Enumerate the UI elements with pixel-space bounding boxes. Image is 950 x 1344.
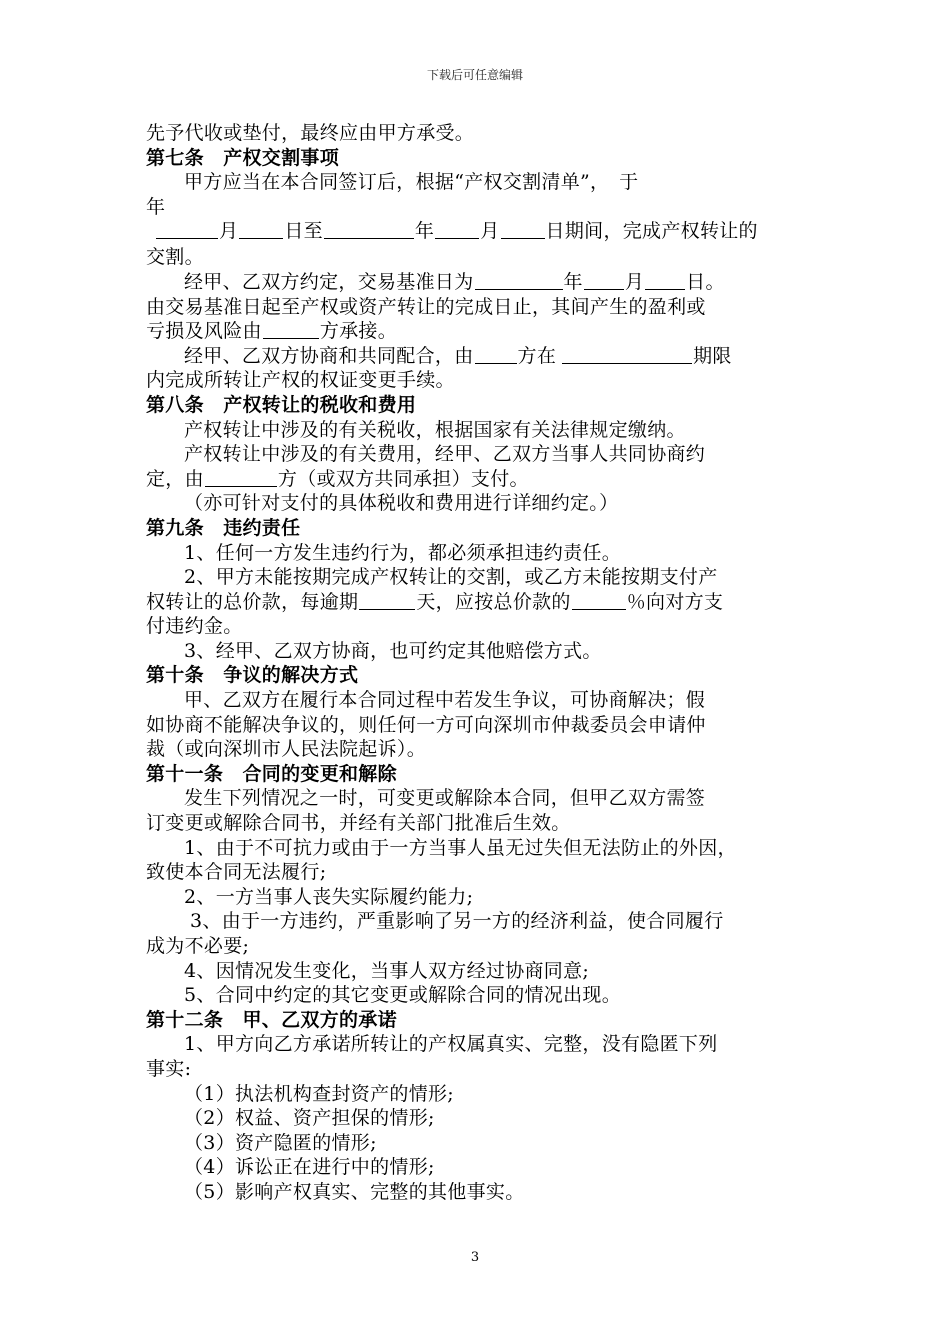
paragraph-line: 亏损及风险由 方承接。 (146, 320, 398, 343)
paragraph-line: 事实: (146, 1057, 192, 1080)
page-header: 下载后可任意编辑 (426, 68, 523, 82)
paragraph-line: 权转让的总价款，每逾期 天，应按总价款的 ％向对方支 (146, 590, 724, 613)
article-11-title: 第十一条 合同的变更和解除 (146, 762, 397, 785)
blank-line (572, 591, 626, 610)
blank-line (359, 591, 415, 610)
list-item: （4）诉讼正在进行中的情形; (184, 1156, 435, 1179)
paragraph-line: 发生下列情况之一时，可变更或解除本合同，但甲乙双方需签 (184, 787, 706, 810)
blank-line (475, 345, 517, 364)
paragraph-line: 1、任何一方发生违约行为，都必须承担违约责任。 (184, 541, 621, 564)
paragraph-line: 内完成所转让产权的权证变更手续。 (146, 369, 455, 392)
paragraph-line: 先予代收或垫付，最终应由甲方承受。 (146, 122, 475, 144)
paragraph-line: 付违约金。 (146, 615, 243, 638)
paragraph-line: 产权转让中涉及的有关税收，根据国家有关法律规定缴纳。 (184, 418, 686, 441)
blank-line (645, 271, 685, 290)
paragraph-line: 年 (146, 195, 166, 218)
blank-line (584, 271, 624, 290)
paragraph-line: 5、合同中约定的其它变更或解除合同的情况出现。 (184, 984, 621, 1007)
document-body (146, 121, 814, 1205)
article-10-title: 第十条 争议的解决方式 (146, 664, 359, 687)
paragraph-line: 经甲、乙双方协商和共同配合，由 方在 期限 (184, 344, 732, 367)
article-7-title: 第七条 产权交割事项 (146, 146, 340, 169)
list-item: （2）权益、资产担保的情形; (184, 1107, 435, 1130)
paragraph-line: 1、甲方向乙方承诺所转让的产权属真实、完整，没有隐匿下列 (184, 1033, 718, 1056)
paragraph-line: 成为不必要; (146, 935, 250, 957)
paragraph-line: 甲方应当在本合同签订后，根据“产权交割清单”， 于 (184, 171, 639, 194)
blank-line (156, 220, 218, 239)
list-item: （1）执法机构查封资产的情形; (184, 1082, 454, 1105)
paragraph-line: 定，由 方（或双方共同承担）支付。 (146, 467, 529, 490)
paragraph-line: 1、由于不可抗力或由于一方当事人虽无过失但无法防止的外因， (184, 836, 737, 859)
paragraph-line: 2、甲方未能按期完成产权转让的交割，或乙方未能按期支付产 (184, 566, 718, 589)
blank-line (239, 220, 283, 239)
paragraph-line: 致使本合同无法履行; (146, 861, 327, 884)
paragraph-line: 月 日至 年 月 日期间，完成产权转让的 (146, 219, 814, 245)
paragraph-line: 甲、乙双方在履行本合同过程中若发生争议，可协商解决；假 (184, 689, 706, 712)
article-8-title: 第八条 产权转让的税收和费用 (146, 393, 417, 416)
blank-line (324, 220, 414, 239)
paragraph-line: 2、一方当事人丧失实际履约能力; (184, 885, 474, 908)
page-number: 3 (470, 1250, 480, 1265)
list-item: （3）资产隐匿的情形; (184, 1131, 377, 1154)
paragraph-line: 产权转让中涉及的有关费用，经甲、乙双方当事人共同协商约 (184, 443, 706, 466)
paragraph-line: 裁（或向深圳市人民法院起诉）。 (146, 738, 427, 761)
article-9-title: 第九条 违约责任 (146, 516, 301, 539)
blank-line (263, 320, 319, 339)
blank-line (475, 271, 563, 290)
paragraph-line: 订变更或解除合同书，并经有关部门批准后生效。 (146, 812, 571, 835)
paragraph-line: 经甲、乙双方约定，交易基准日为 年 月 日。 (184, 270, 725, 293)
paragraph-line: 交割。 (146, 246, 204, 269)
paragraph-line: 如协商不能解决争议的，则任何一方可向深圳市仲裁委员会申请仲 (146, 713, 706, 736)
article-12-title: 第十二条 甲、乙双方的承诺 (146, 1008, 397, 1031)
paragraph-line: 3、由于一方违约，严重影响了另一方的经济利益，使合同履行 (190, 910, 724, 933)
blank-line (435, 220, 479, 239)
paragraph-line: 由交易基准日起至产权或资产转让的完成日止，其间产生的盈利或 (146, 295, 706, 318)
blank-line (205, 468, 277, 487)
blank-line (501, 220, 545, 239)
list-item: （5）影响产权真实、完整的其他事实。 (184, 1180, 525, 1203)
paragraph-line: （亦可针对支付的具体税收和费用进行详细约定。） (184, 492, 619, 515)
blank-line (562, 345, 692, 364)
paragraph-line: 4、因情况发生变化，当事人双方经过协商同意; (184, 959, 590, 982)
paragraph-line: 3、经甲、乙双方协商，也可约定其他赔偿方式。 (184, 639, 602, 662)
